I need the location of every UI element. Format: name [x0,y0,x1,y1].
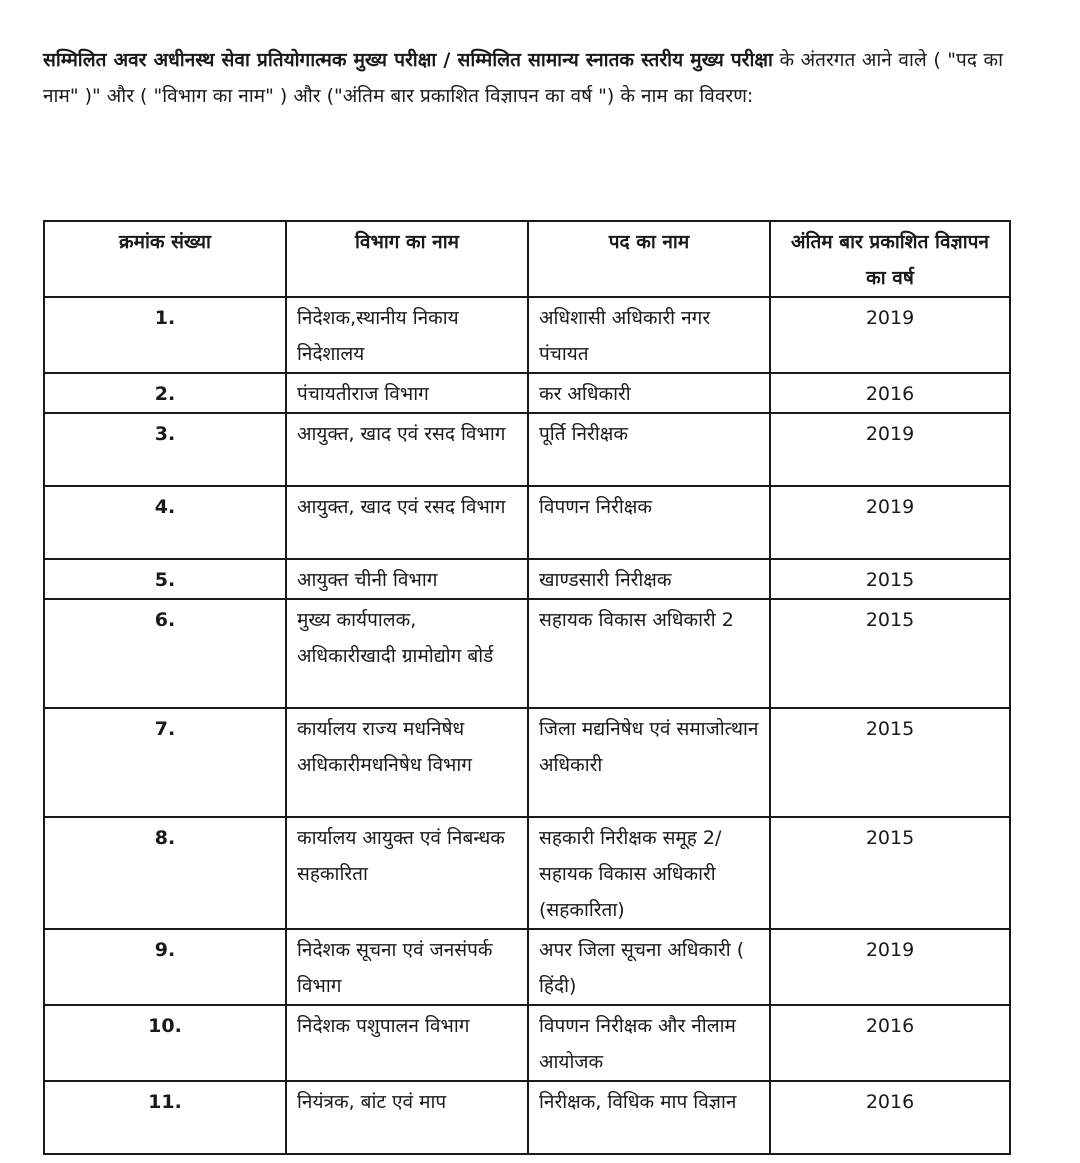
department-cell: कार्यालय राज्य मधनिषेध अधिकारीमधनिषेध विभाग [286,708,528,817]
post-cell: निरीक्षक, विधिक माप विज्ञान [528,1081,770,1154]
post-cell: सहकारी निरीक्षक समूह 2/सहायक विकास अधिकारी (सहकारिता) [528,817,770,929]
post-cell: विपणन निरीक्षक और नीलाम आयोजक [528,1005,770,1081]
post-cell: अधिशासी अधिकारी नगर पंचायत [528,297,770,373]
posts-table [43,220,1011,1155]
header-post: पद का नाम [528,221,770,297]
department-cell: मुख्य कार्यपालक, अधिकारीखादी ग्रामोद्योग बोर्ड [286,599,528,708]
year-cell: 2016 [770,373,1010,413]
serial-cell: 3. [44,413,286,486]
table-header-row [44,221,1010,297]
serial-cell: 8. [44,817,286,929]
serial-cell: 2. [44,373,286,413]
department-cell: कार्यालय आयुक्त एवं निबन्धक सहकारिता [286,817,528,929]
year-cell: 2015 [770,559,1010,599]
header-serial: क्रमांक संख्या [44,221,286,297]
year-cell: 2019 [770,929,1010,1005]
year-cell: 2015 [770,708,1010,817]
header-year: अंतिम बार प्रकाशित विज्ञापन का वर्ष [770,221,1010,297]
post-cell: पूर्ति निरीक्षक [528,413,770,486]
post-cell: सहायक विकास अधिकारी 2 [528,599,770,708]
table-row [44,559,1010,599]
year-cell: 2019 [770,297,1010,373]
serial-cell: 10. [44,1005,286,1081]
post-cell: कर अधिकारी [528,373,770,413]
year-cell: 2019 [770,486,1010,559]
department-cell: आयुक्त चीनी विभाग [286,559,528,599]
table-row [44,1081,1010,1154]
intro-paragraph [43,42,1003,114]
department-cell: निदेशक सूचना एवं जनसंपर्क विभाग [286,929,528,1005]
year-cell: 2016 [770,1005,1010,1081]
year-cell: 2015 [770,817,1010,929]
serial-cell: 6. [44,599,286,708]
serial-cell: 9. [44,929,286,1005]
serial-cell: 7. [44,708,286,817]
department-cell: नियंत्रक, बांट एवं माप [286,1081,528,1154]
serial-cell: 4. [44,486,286,559]
intro-heading: सम्मिलित अवर अधीनस्थ सेवा प्रतियोगात्मक मुख्य परीक्षा / सम्मिलित सामान्य स्नातक स्तरीय मुख्य परीक्षा [43,49,773,71]
table-row [44,708,1010,817]
post-cell: जिला मद्यनिषेध एवं समाजोत्थान अधिकारी [528,708,770,817]
year-cell: 2016 [770,1081,1010,1154]
year-cell: 2015 [770,599,1010,708]
table-row [44,817,1010,929]
department-cell: आयुक्त, खाद एवं रसद विभाग [286,486,528,559]
header-department: विभाग का नाम [286,221,528,297]
post-cell: विपणन निरीक्षक [528,486,770,559]
table-row [44,373,1010,413]
department-cell: निदेशक,स्थानीय निकाय निदेशालय [286,297,528,373]
table-row [44,486,1010,559]
serial-cell: 5. [44,559,286,599]
post-cell: खाण्डसारी निरीक्षक [528,559,770,599]
department-cell: निदेशक पशुपालन विभाग [286,1005,528,1081]
table-row [44,929,1010,1005]
post-cell: अपर जिला सूचना अधिकारी ( हिंदी) [528,929,770,1005]
serial-cell: 11. [44,1081,286,1154]
department-cell: आयुक्त, खाद एवं रसद विभाग [286,413,528,486]
table-row [44,297,1010,373]
serial-cell: 1. [44,297,286,373]
table-row [44,413,1010,486]
year-cell: 2019 [770,413,1010,486]
department-cell: पंचायतीराज विभाग [286,373,528,413]
table-row [44,1005,1010,1081]
intro-text: के अंतरगत आने वाले ( "पद का नाम" )" और ( "विभाग का नाम" ) और ("अंतिम बार प्रकाशित विज्ञापन का वर्ष ") के नाम का विवरण: [43,49,1003,107]
table-row [44,599,1010,708]
